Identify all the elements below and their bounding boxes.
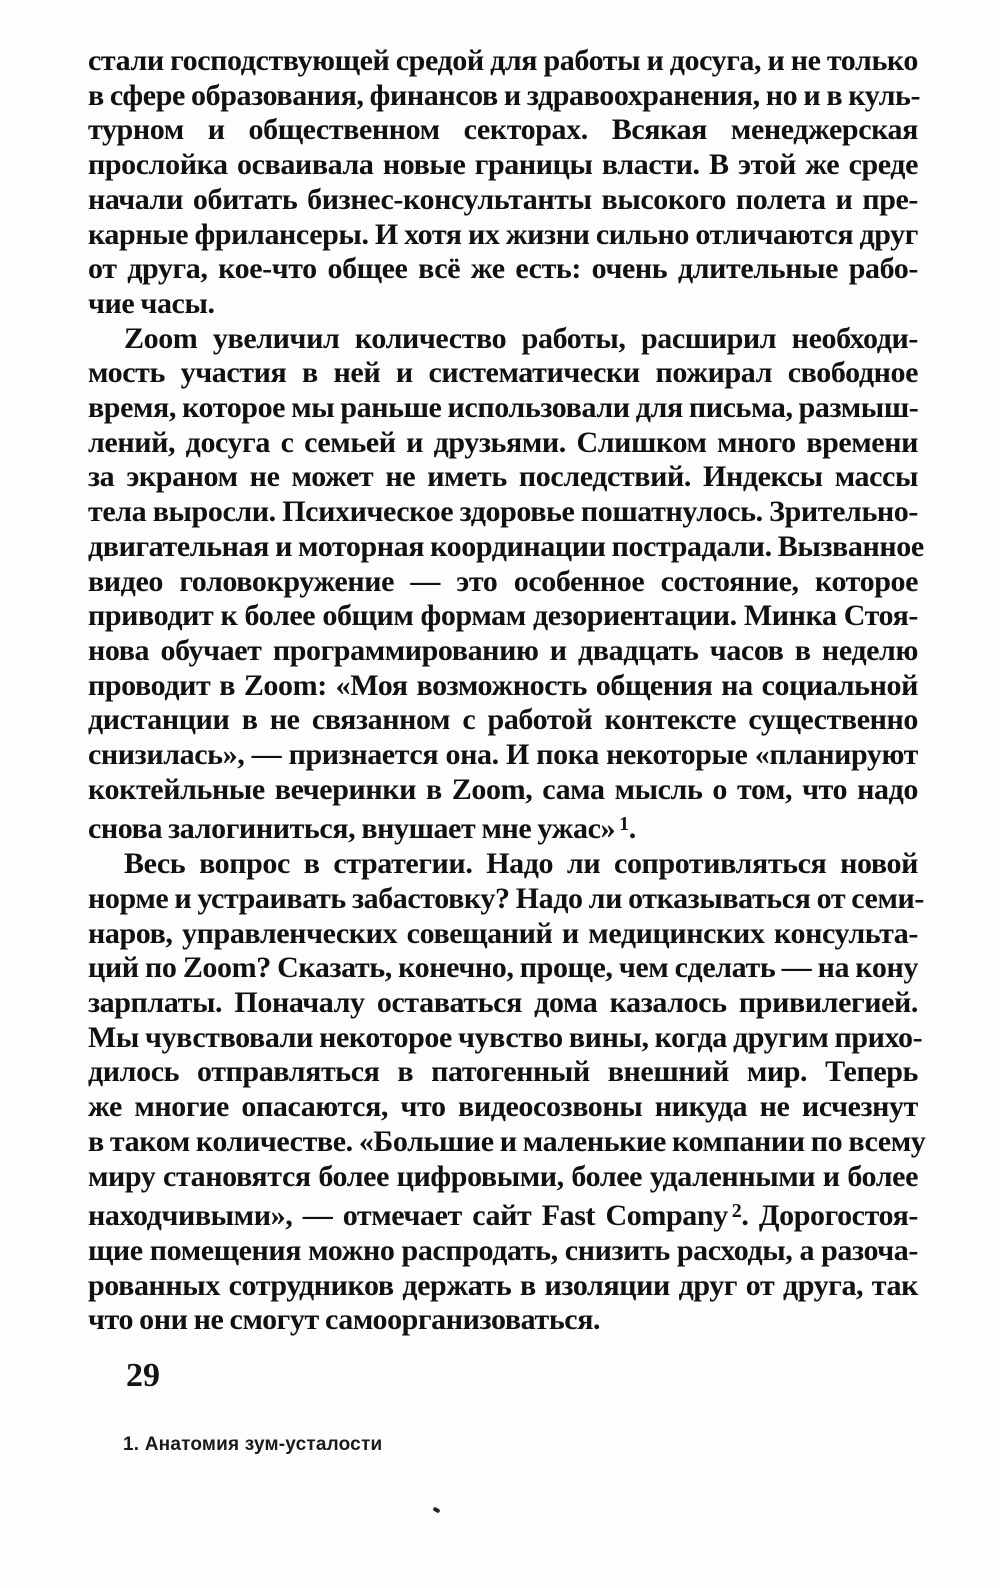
text-line: наров, управленческих совещаний и медицинских консульта- xyxy=(88,916,918,950)
text-line: рованных сотрудников держать в изоляции друг от друга, так xyxy=(88,1268,918,1302)
running-footer: 1. Анатомия зум-усталости xyxy=(123,1434,383,1455)
sentence-end: . xyxy=(628,812,636,846)
text-line: же многие опасаются, что видеосозвоны никуда не исчезнут xyxy=(88,1090,918,1124)
text-line: дилось отправляться в патогенный внешний мир. Теперь xyxy=(88,1055,918,1089)
text-line: турном и общественном секторах. Всякая менеджерская xyxy=(88,113,918,147)
text-line: карные фрилансеры. И хотя их жизни сильно отличаются друг xyxy=(88,217,918,251)
footnote-ref-1[interactable]: 1 xyxy=(619,813,629,836)
text-line: Zoom увеличил количество работы, расширил необходи- xyxy=(124,321,918,355)
print-speck xyxy=(432,1507,440,1514)
text-line: дистанции в не связанном с работой контексте существенно xyxy=(88,703,918,737)
text-line: Мы чувствовали некоторое чувство вины, когда другим прихо- xyxy=(88,1020,923,1054)
text-line: щие помещения можно распродать, снизить расходы, а разоча- xyxy=(88,1233,918,1267)
text-line: от друга, кое-что общее всё же есть: очень длительные рабо- xyxy=(88,252,918,286)
text-line: снизилась», — признается она. И пока некоторые «планируют xyxy=(88,738,918,772)
text-line: мость участия в ней и систематически пожирал свободное xyxy=(88,356,918,390)
text-line: ций по Zoom? Сказать, конечно, проще, чем сделать — на кону xyxy=(88,951,918,985)
text-line: начали обитать бизнес-консультанты высокого полета и пре- xyxy=(88,182,918,216)
text-line: нова обучает программированию и двадцать часов в неделю xyxy=(88,633,918,667)
text-line-content: снова залогиниться, внушает мне ужас» xyxy=(88,812,616,846)
text-line: зарплаты. Поначалу оставаться дома казалось привилегией. xyxy=(88,985,918,1019)
text-line: тела выросли. Психическое здоровье пошатнулось. Зрительно- xyxy=(88,495,918,529)
text-line-continuation: . Дорогостоя- xyxy=(741,1199,918,1233)
body-text xyxy=(88,44,926,1338)
text-line: норме и устраивать забастовку? Надо ли отказываться от семи- xyxy=(88,881,924,915)
text-line: время, которое мы раньше использовали для письма, размыш- xyxy=(88,391,919,425)
paragraph-1 xyxy=(88,44,921,322)
text-line: лений, досуга с семьей и друзьями. Слишком много времени xyxy=(88,425,918,459)
paragraph-2 xyxy=(88,321,924,848)
text-line: в сфере образования, финансов и здравоохранения, но и в куль- xyxy=(88,78,921,112)
footnote-ref-2[interactable]: 2 xyxy=(731,1200,742,1223)
text-line: миру становятся более цифровыми, более удаленными и более xyxy=(88,1159,918,1193)
text-line: что они не смогут самоорганизоваться. xyxy=(88,1303,601,1337)
page-number: 29 xyxy=(126,1357,160,1394)
text-line: Весь вопрос в стратегии. Надо ли сопротивляться новой xyxy=(124,847,918,881)
text-line xyxy=(88,807,918,847)
text-line: проводит в Zoom: «Моя возможность общения на социальной xyxy=(88,668,918,702)
text-line: приводит к более общим формам дезориентации. Минка Стоя- xyxy=(88,599,918,633)
text-line: прослойка осваивала новые границы власти. В этой же среде xyxy=(88,148,918,182)
text-line: двигательная и моторная координации пострадали. Вызванное xyxy=(88,529,924,563)
text-line: видео головокружение — это особенное состояние, которое xyxy=(88,564,918,598)
text-line: коктейльные вечеринки в Zoom, сама мысль о том, что надо xyxy=(88,772,918,806)
text-line-content: находчивыми», — отмечает сайт Fast Company xyxy=(88,1199,728,1233)
text-line: чие часы. xyxy=(88,286,215,320)
paragraph-3 xyxy=(88,847,926,1338)
text-line: в таком количестве. «Большие и маленькие компании по всему xyxy=(88,1124,926,1158)
text-line: стали господствующей средой для работы и досуга, и не только xyxy=(88,44,918,77)
text-line: за экраном не может не иметь последствий. Индексы массы xyxy=(88,460,918,494)
text-line xyxy=(88,1194,918,1234)
